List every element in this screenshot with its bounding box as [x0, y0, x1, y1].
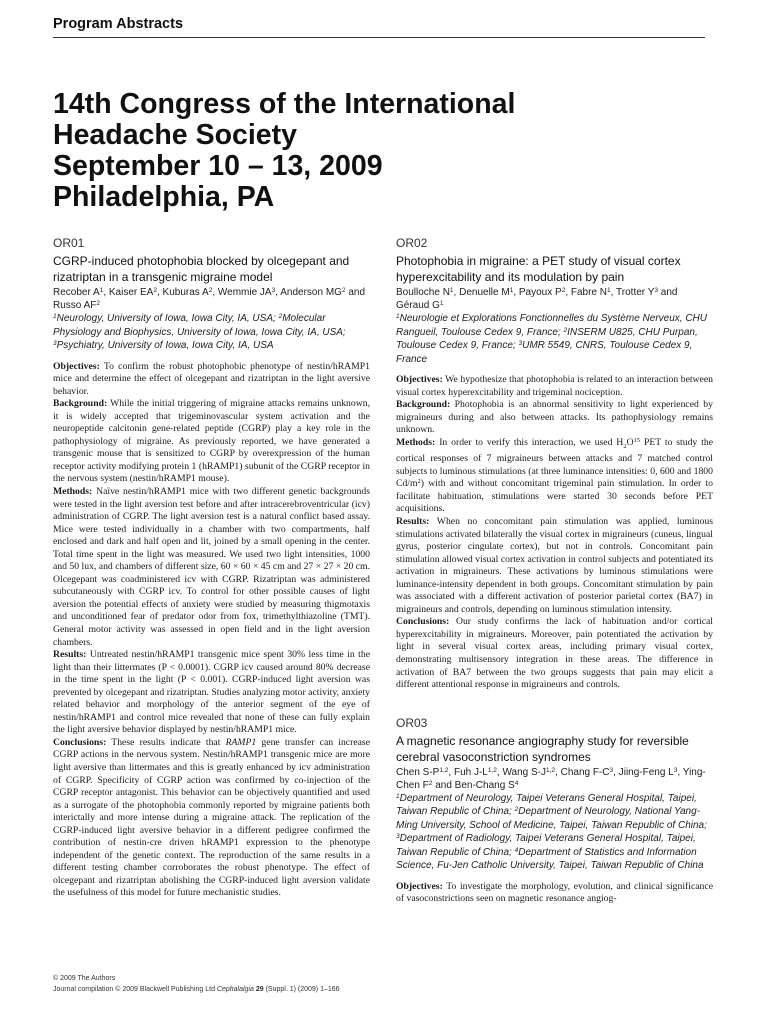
objectives-section: Objectives: To confirm the robust photophobic phenotype of nestin/hRAMP1 mice and determine the effect of olcegepant and rizatriptan in the light aversive behavior.	[53, 360, 371, 397]
results-section: Results: When no concomitant pain stimulation was applied, luminous stimulations activated bilaterally the visual cortex in migraineurs (cuneus, lingual gyrus, posterior cingulate cortex), but not in controls. Concomitant pain stimulation allowed visual cortex activation in control subjects and potentiated its activation in migraineurs. These activations by luminous stimulations were luminance-intensity dependent in both groups. Concomitant stimulation by pain was associated with a different activation of posterior parietal cortex (BA7) in migraineurs and controls, depending on luminous stimulation intensity.	[396, 515, 713, 615]
author: Chen $S-P^{1,2}$,	[396, 766, 454, 778]
conclusions-section: Conclusions: These results indicate that RAMP1 gene transfer can increase CGRP actions in the nervous system. Nestin/hRAMP1 transgenic mice are more light aversive than littermates and this is greatly enhanced by icv administration of CGRP. Specificity of CGRP action was confirmed by co-injection of the CGRP receptor antagonist. This behavior can be objectively quantified and used as a surrogate of the photophobia commonly reported by migraine patients both interictally and more intense during a migraine attack. The replication of the CGRP-induced light aversive behavior in a different pedigree confirmed the contribution of nestin-cre driven hRAMP1 expression to the phenotype independent of the genetic context. The reproduction of the same results in a different testing chamber corroborates the robust phenotype. The effect of olcegepant and rizatriptan abolishing the CGRP-induced light aversion validate the usefulness of this model for future mechanistic studies.	[53, 736, 370, 899]
running-head: Program Abstracts	[53, 16, 184, 32]
abstract-title: A magnetic resonance angiography study for reversible cerebral vasoconstriction syndromes	[396, 733, 689, 764]
background-section: Background: Photophobia is an abnormal sensitivity to light experienced by migraineurs during and also between attacks. Its pathophysiology remains unknown.	[396, 399, 713, 436]
methods-section: Methods: Naïve nestin/hRAMP1 mice with two different genetic backgrounds were tested in the light aversion test before and after intracerebroventricular (icv) administration of CGRP. The light aversion test is a natural conflict based assay. Mice were tested individually in a chamber with two compartments, half enclosed and dark and half open and lit, joined by a small opening in the center. Total time spent in the light was measured. We used two light intensities, 1000 and 50 lux, and chambers of different size, 60 × 60 × 45 cm and 27 × 27 × 20 cm. Olcegepant was coadministered icv with CGRP. Rizatriptan was administered subcutaneously with CGRP icv. To control for other possible causes of light aversion the potential effects of anxiety were studied by measuring thigmotaxis and unconditioned fear of predator odor from fox, trimethylthiazoline (TMT). General motor activity was assessed in open field and in the light aversion chambers.	[53, 485, 370, 648]
author: Fabre $N^1$,	[570, 287, 617, 298]
abstract-id: OR02	[396, 236, 428, 250]
author-list	[396, 286, 713, 312]
author: Trotter $Y^3$ and	[616, 287, 678, 298]
author: Fuh $J-L^{1,2}$,	[453, 766, 503, 778]
header-rule	[53, 37, 705, 38]
objectives-section: Objectives: We hypothesize that photophobia is related to an interaction between visual cortex hyperexcitability and trigeminal nociception.	[396, 374, 713, 398]
author: Kaiser $EA^2$,	[108, 287, 163, 298]
congress-title-line: Philadelphia, PA	[53, 181, 275, 213]
copyright-line: © 2009 The Authors	[53, 975, 116, 982]
results-section: Results: Untreated nestin/hRAMP1 transgenic mice spent 30% less time in the light than their littermates (P < 0.0001). CGRP icv caused around 80% decrease in the time spent in the light (P < 0.001). CGRP-induced light aversion was prevented by olcegepant and rizatriptan. Studies analyzing motor activity, anxiety related behavior and morphology of the anterior segment of the eye of nestin/hRAMP1 and control mice revealed that none of these can fully explain the light aversive behavior displayed by nestin/hRAMP1 mice.	[53, 649, 370, 736]
author: Jiing-Feng $L^3$,	[618, 766, 683, 778]
author: Wemmie $JA^3$,	[217, 287, 281, 298]
abstract-id: OR01	[53, 236, 85, 250]
affiliations: $^1$Neurology, University of Iowa, Iowa City, IA, USA; $^2$Molecular Physiology and Biophysics, University of Iowa, Iowa City, IA, USA; $^3$Psychiatry, University of Iowa, Iowa City, IA, USA	[53, 313, 346, 351]
methods-section: Methods: In order to verify this interaction, we used $H_2O^{15}$ PET to study the cortical responses of 7 migraineurs between attacks and 7 matched control subjects to luminous stimulations (at three luminance intensities: 0, 600 and 1800 $Cd/m^2$) with and without concomitant trigeminal pain stimulation. In order to facilitate habituation, stimulations were started 30 seconds before PET acquisitions.	[396, 436, 713, 515]
background-section: Background: While the initial triggering of migraine attacks remains unknown, it is widely accepted that trigeminovascular system activation and the neuropeptide calcitonin gene-related peptide (CGRP) play a key role in the pathophysiology of migraine. As previously reported, we have generated a transgenic mouse that is sensitized to CGRP by overexpression of the human receptor activity modifying protein 1 (hRAMP1) subunit of the CGRP receptor in the nervous system (nestin/hRAMP1 mouse).	[53, 398, 370, 485]
abstract-or02	[396, 236, 713, 692]
abstract-or01	[53, 236, 370, 900]
abstract-id: OR03	[396, 715, 428, 730]
affiliations: $^1$Neurologie et Explorations Fonctionnelles du Système Nerveux, CHU Rangueil, Toulouse Cedex 9, France; $^2$INSERM U825, CHU Purpan, Toulouse Cedex 9, France; $^3$UMR 5549, CNRS, Toulouse Cedex 9, France	[396, 313, 707, 365]
page-footer	[53, 973, 340, 995]
author: Chang $F-C^3$,	[560, 766, 619, 778]
left-column	[53, 236, 370, 900]
congress-title-line: 14th Congress of the International	[53, 88, 516, 120]
author: Boulloche $N^1$,	[396, 287, 460, 298]
author-list	[53, 286, 370, 312]
author: Kuburas $A^2$,	[162, 287, 218, 298]
congress-title-line: September 10 – 13, 2009	[53, 150, 383, 182]
author: Ben-Chang $S^4$	[454, 779, 519, 791]
author: Russo $AF^2$	[53, 300, 100, 311]
author: Anderson $MG^2$ and	[280, 287, 366, 298]
objectives-section: Objectives: To investigate the morphology, evolution, and clinical significance of vasoconstrictions seen on magnetic resonance angiog-	[396, 880, 713, 905]
author: Denuelle $M^1$,	[459, 287, 519, 298]
affiliations: $^1$Department of Neurology, Taipei Veterans General Hospital, Taipei, Taiwan Republic of China; $^2$Department of Neurology, National Yang-Ming University, School of Medicine, Taipei, Taiwan Republic of China; $^3$Department of Radiology, Taipei Veterans General Hospital, Taipei, Taiwan Republic of China; $^4$Department of Statistics and Information Science, Fu-Jen Catholic University, Taipei, Taiwan Republic of China	[396, 792, 707, 872]
author: Payoux $P^2$,	[518, 287, 571, 298]
journal-line: Journal compilation © 2009 Blackwell Publishing Ltd Cephalalgia 29 (Suppl. 1) (2009) 1–166	[53, 986, 340, 993]
author: Géraud $G^1$	[396, 300, 444, 311]
conclusions-section: Conclusions: Our study confirms the lack of habituation and/or cortical hyperexcitability in migraineurs. Moreover, pain potentiated the activation by light in several visual cortex areas, including primary visual cortex, demonstrating multisensory integration in these areas. The difference in activation of BA7 between the two groups suggests that pain may elicit a different attentional response in migraineurs and controls.	[396, 616, 714, 691]
author: Wang $S-J^{1,2}$,	[502, 766, 561, 778]
author: Recober $A^1$,	[53, 287, 109, 298]
congress-title	[53, 89, 713, 213]
author-list	[396, 766, 713, 792]
congress-title-line: Headache Society	[53, 119, 297, 151]
author: Ying-Chen $F^2$ and	[396, 766, 706, 791]
abstract-title: CGRP-induced photophobia blocked by olcegepant and rizatriptan in a transgenic migraine model	[53, 254, 350, 284]
right-column	[396, 236, 713, 906]
abstract-or03	[396, 716, 713, 906]
abstract-title: Photophobia in migraine: a PET study of visual cortex hyperexcitability and its modulation by pain	[396, 254, 681, 284]
